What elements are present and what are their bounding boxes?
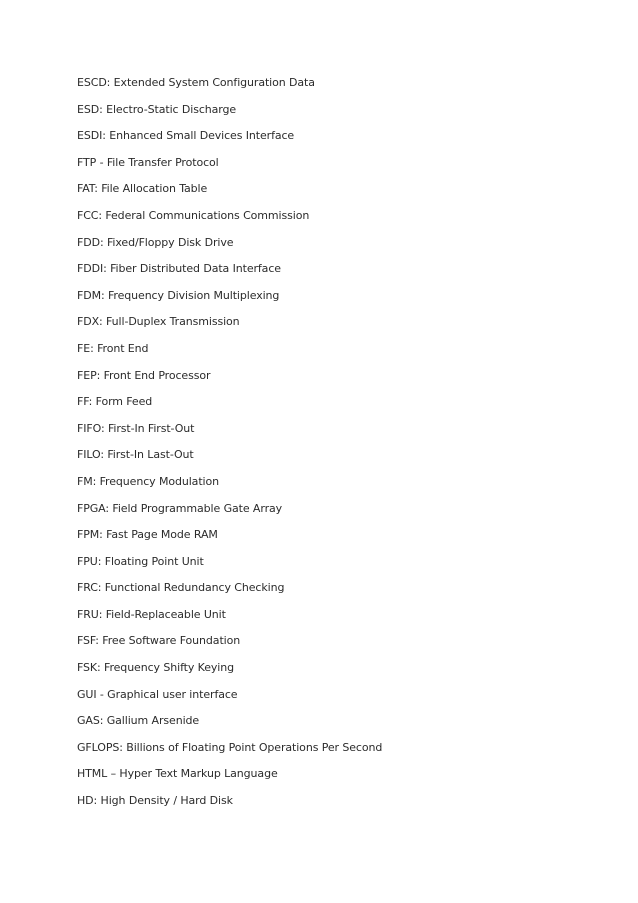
acronym-entry: FDD: Fixed/Floppy Disk Drive bbox=[77, 235, 234, 249]
acronym-entry: HD: High Density / Hard Disk bbox=[77, 794, 233, 808]
acronym-entry: FDX: Full-Duplex Transmission bbox=[77, 315, 240, 329]
acronym-entry: FPGA: Field Programmable Gate Array bbox=[77, 501, 283, 515]
acronym-entry: GFLOPS: Billions of Floating Point Operations Per Second bbox=[77, 740, 383, 754]
acronym-entry: ESCD: Extended System Configuration Data bbox=[77, 76, 315, 89]
acronym-entry: FDDI: Fiber Distributed Data Interface bbox=[77, 262, 281, 276]
acronym-entry: FILO: First-In Last-Out bbox=[77, 448, 194, 462]
acronym-entry: GAS: Gallium Arsenide bbox=[77, 714, 200, 728]
acronym-entry: FTP - File Transfer Protocol bbox=[77, 155, 219, 169]
acronym-entry: FAT: File Allocation Table bbox=[77, 182, 208, 196]
acronym-list bbox=[77, 76, 597, 821]
acronym-entry: FIFO: First-In First-Out bbox=[77, 421, 195, 435]
acronym-entry: GUI - Graphical user interface bbox=[77, 687, 238, 701]
acronym-entry: FCC: Federal Communications Commission bbox=[77, 208, 310, 222]
acronym-entry: FDM: Frequency Division Multiplexing bbox=[77, 288, 280, 302]
acronym-entry: FE: Front End bbox=[77, 341, 149, 355]
acronym-entry: FSK: Frequency Shifty Keying bbox=[77, 661, 235, 675]
acronym-entry: FM: Frequency Modulation bbox=[77, 474, 219, 488]
acronym-entry: ESDI: Enhanced Small Devices Interface bbox=[77, 129, 295, 143]
acronym-entry: FF: Form Feed bbox=[77, 395, 153, 409]
acronym-entry: FRC: Functional Redundancy Checking bbox=[77, 581, 285, 595]
acronym-entry: HTML – Hyper Text Markup Language bbox=[77, 767, 278, 781]
acronym-entry: FEP: Front End Processor bbox=[77, 368, 211, 382]
acronym-entry: FPM: Fast Page Mode RAM bbox=[77, 528, 218, 542]
acronym-entry: ESD: Electro-Static Discharge bbox=[77, 102, 237, 116]
acronym-entry: FPU: Floating Point Unit bbox=[77, 554, 204, 568]
acronym-entry: FSF: Free Software Foundation bbox=[77, 634, 241, 648]
acronym-entry: FRU: Field-Replaceable Unit bbox=[77, 607, 226, 621]
